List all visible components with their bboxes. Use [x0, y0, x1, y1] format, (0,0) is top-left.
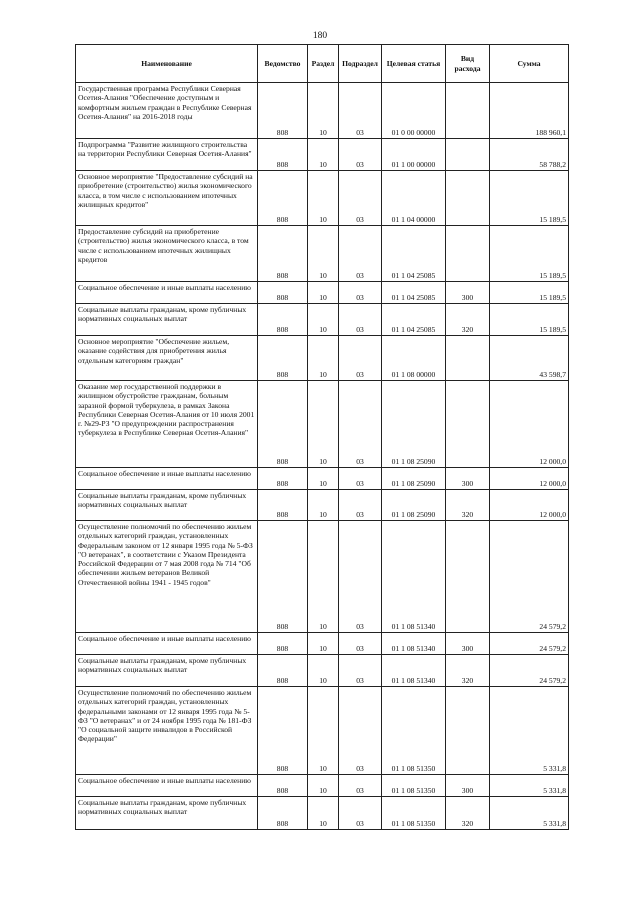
row-vedomstvo: 808	[258, 797, 308, 830]
row-summa: 15 189,5	[490, 282, 569, 304]
row-summa: 12 000,0	[490, 490, 569, 521]
column-header-podrazdel: Подраздел	[339, 45, 382, 83]
budget-table	[75, 44, 569, 830]
row-statya: 01 1 08 25090	[382, 468, 446, 490]
row-podrazdel: 03	[339, 226, 382, 282]
row-vid	[446, 687, 490, 775]
table-row	[76, 139, 569, 171]
row-summa: 15 189,5	[490, 304, 569, 336]
row-podrazdel: 03	[339, 521, 382, 633]
row-razdel: 10	[308, 490, 339, 521]
row-vid	[446, 139, 490, 171]
row-vedomstvo: 808	[258, 304, 308, 336]
row-vid	[446, 521, 490, 633]
row-vid	[446, 381, 490, 468]
row-statya: 01 1 04 25085	[382, 304, 446, 336]
row-razdel: 10	[308, 304, 339, 336]
table-row	[76, 336, 569, 381]
row-name: Социальное обеспечение и иные выплаты населению	[76, 775, 258, 797]
row-razdel: 10	[308, 687, 339, 775]
row-name: Социальные выплаты гражданам, кроме публичных нормативных социальных выплат	[76, 655, 258, 687]
row-vedomstvo: 808	[258, 282, 308, 304]
row-statya: 01 1 00 00000	[382, 139, 446, 171]
row-vid: 320	[446, 490, 490, 521]
table-row	[76, 655, 569, 687]
row-name: Оказание мер государственной поддержки в жилищном обустройстве гражданам, больным заразной формой туберкулеза, в рамках Закона Республики Северная Осетия-Алания от 10 июля 2001 г. №29-РЗ "О предупреждении распространения туберкулеза в Республике Северная Осетия-Алания"	[76, 381, 258, 468]
row-vid: 320	[446, 655, 490, 687]
row-summa: 12 000,0	[490, 381, 569, 468]
row-statya: 01 1 08 51350	[382, 797, 446, 830]
row-statya: 01 1 08 51340	[382, 633, 446, 655]
row-vedomstvo: 808	[258, 655, 308, 687]
row-podrazdel: 03	[339, 336, 382, 381]
row-razdel: 10	[308, 797, 339, 830]
row-name: Социальные выплаты гражданам, кроме публичных нормативных социальных выплат	[76, 490, 258, 521]
row-podrazdel: 03	[339, 171, 382, 226]
row-summa: 5 331,8	[490, 775, 569, 797]
table-header-row	[76, 45, 569, 83]
row-razdel: 10	[308, 655, 339, 687]
row-name: Социальное обеспечение и иные выплаты населению	[76, 282, 258, 304]
row-vid	[446, 226, 490, 282]
row-summa: 43 598,7	[490, 336, 569, 381]
row-summa: 24 579,2	[490, 655, 569, 687]
row-razdel: 10	[308, 282, 339, 304]
row-podrazdel: 03	[339, 304, 382, 336]
row-razdel: 10	[308, 775, 339, 797]
row-vid: 300	[446, 468, 490, 490]
row-statya: 01 0 00 00000	[382, 83, 446, 139]
row-vedomstvo: 808	[258, 381, 308, 468]
row-vedomstvo: 808	[258, 171, 308, 226]
row-podrazdel: 03	[339, 139, 382, 171]
row-name: Социальное обеспечение и иные выплаты населению	[76, 468, 258, 490]
row-vedomstvo: 808	[258, 139, 308, 171]
row-razdel: 10	[308, 468, 339, 490]
row-name: Основное мероприятие "Предоставление субсидий на приобретение (строительство) жилья экономического класса, в том числе с использованием ипотечных жилищных кредитов"	[76, 171, 258, 226]
row-razdel: 10	[308, 521, 339, 633]
row-podrazdel: 03	[339, 797, 382, 830]
table-row	[76, 687, 569, 775]
row-name: Государственная программа Республики Северная Осетия-Алания "Обеспечение доступным и комфортным жильем граждан в Республике Северная Осетия-Алания" на 2016-2018 годы	[76, 83, 258, 139]
row-name: Основное мероприятие "Обеспечение жильем, оказание содействия для приобретения жилья отдельным категориям граждан"	[76, 336, 258, 381]
row-vid: 300	[446, 775, 490, 797]
row-name: Предоставление субсидий на приобретение (строительство) жилья экономического класса, в том числе с использованием ипотечных жилищных кредитов	[76, 226, 258, 282]
row-statya: 01 1 08 51340	[382, 521, 446, 633]
row-podrazdel: 03	[339, 687, 382, 775]
row-razdel: 10	[308, 633, 339, 655]
row-statya: 01 1 08 51340	[382, 655, 446, 687]
row-podrazdel: 03	[339, 83, 382, 139]
row-podrazdel: 03	[339, 775, 382, 797]
row-statya: 01 1 08 25090	[382, 381, 446, 468]
row-vid: 320	[446, 797, 490, 830]
row-summa: 24 579,2	[490, 521, 569, 633]
column-header-vedomstvo: Ведомство	[258, 45, 308, 83]
row-podrazdel: 03	[339, 282, 382, 304]
row-name: Осуществление полномочий по обеспечению жильем отдельных категорий граждан, установленных Федеральным законом от 12 января 1995 года № 5-ФЗ "О ветеранах", в соответствии с Указом Президента Российской Федерации от 7 мая 2008 года № 714 "Об обеспечении жильем ветеранов Великой Отечественной войны 1941 - 1945 годов"	[76, 521, 258, 633]
row-summa: 15 189,5	[490, 226, 569, 282]
row-statya: 01 1 08 25090	[382, 490, 446, 521]
row-summa: 5 331,8	[490, 797, 569, 830]
row-vid	[446, 83, 490, 139]
table-row	[76, 83, 569, 139]
table-row	[76, 490, 569, 521]
row-summa: 24 579,2	[490, 633, 569, 655]
table-row	[76, 468, 569, 490]
row-vedomstvo: 808	[258, 775, 308, 797]
row-summa: 5 331,8	[490, 687, 569, 775]
table-row	[76, 304, 569, 336]
table-row	[76, 633, 569, 655]
table-row	[76, 226, 569, 282]
row-vedomstvo: 808	[258, 83, 308, 139]
row-vid: 320	[446, 304, 490, 336]
row-name: Социальные выплаты гражданам, кроме публичных нормативных социальных выплат	[76, 797, 258, 830]
page-number: 180	[312, 31, 328, 41]
row-podrazdel: 03	[339, 381, 382, 468]
row-vid: 300	[446, 633, 490, 655]
table-row	[76, 521, 569, 633]
row-razdel: 10	[308, 226, 339, 282]
row-vedomstvo: 808	[258, 226, 308, 282]
row-vedomstvo: 808	[258, 490, 308, 521]
row-vedomstvo: 808	[258, 521, 308, 633]
column-header-name: Наименование	[76, 45, 258, 83]
row-name: Осуществление полномочий по обеспечению жильем отдельных категорий граждан, установленных федеральными законами от 12 января 1995 года № 5-ФЗ "О ветеранах" и от 24 ноября 1995 года № 181-ФЗ "О социальной защите инвалидов в Российской Федерации"	[76, 687, 258, 775]
row-statya: 01 1 04 25085	[382, 226, 446, 282]
row-statya: 01 1 08 00000	[382, 336, 446, 381]
row-vid: 300	[446, 282, 490, 304]
row-razdel: 10	[308, 139, 339, 171]
row-statya: 01 1 04 00000	[382, 171, 446, 226]
row-name: Социальное обеспечение и иные выплаты населению	[76, 633, 258, 655]
table-row	[76, 381, 569, 468]
row-statya: 01 1 04 25085	[382, 282, 446, 304]
column-header-vid: Вид расхода	[446, 45, 490, 83]
row-vid	[446, 171, 490, 226]
row-name: Социальные выплаты гражданам, кроме публичных нормативных социальных выплат	[76, 304, 258, 336]
row-statya: 01 1 08 51350	[382, 687, 446, 775]
column-header-summa: Сумма	[490, 45, 569, 83]
column-header-statya: Целевая статья	[382, 45, 446, 83]
row-razdel: 10	[308, 336, 339, 381]
row-vedomstvo: 808	[258, 468, 308, 490]
row-summa: 58 788,2	[490, 139, 569, 171]
row-statya: 01 1 08 51350	[382, 775, 446, 797]
row-summa: 15 189,5	[490, 171, 569, 226]
row-summa: 188 960,1	[490, 83, 569, 139]
row-podrazdel: 03	[339, 655, 382, 687]
row-razdel: 10	[308, 381, 339, 468]
row-razdel: 10	[308, 83, 339, 139]
table-row	[76, 775, 569, 797]
row-razdel: 10	[308, 171, 339, 226]
row-podrazdel: 03	[339, 490, 382, 521]
row-podrazdel: 03	[339, 633, 382, 655]
row-vedomstvo: 808	[258, 336, 308, 381]
row-vedomstvo: 808	[258, 633, 308, 655]
table-row	[76, 171, 569, 226]
row-vedomstvo: 808	[258, 687, 308, 775]
row-name: Подпрограмма "Развитие жилищного строительства на территории Республики Северная Осетия-Алания"	[76, 139, 258, 171]
table-row	[76, 282, 569, 304]
column-header-razdel: Раздел	[308, 45, 339, 83]
row-summa: 12 000,0	[490, 468, 569, 490]
row-vid	[446, 336, 490, 381]
table-row	[76, 797, 569, 830]
row-podrazdel: 03	[339, 468, 382, 490]
